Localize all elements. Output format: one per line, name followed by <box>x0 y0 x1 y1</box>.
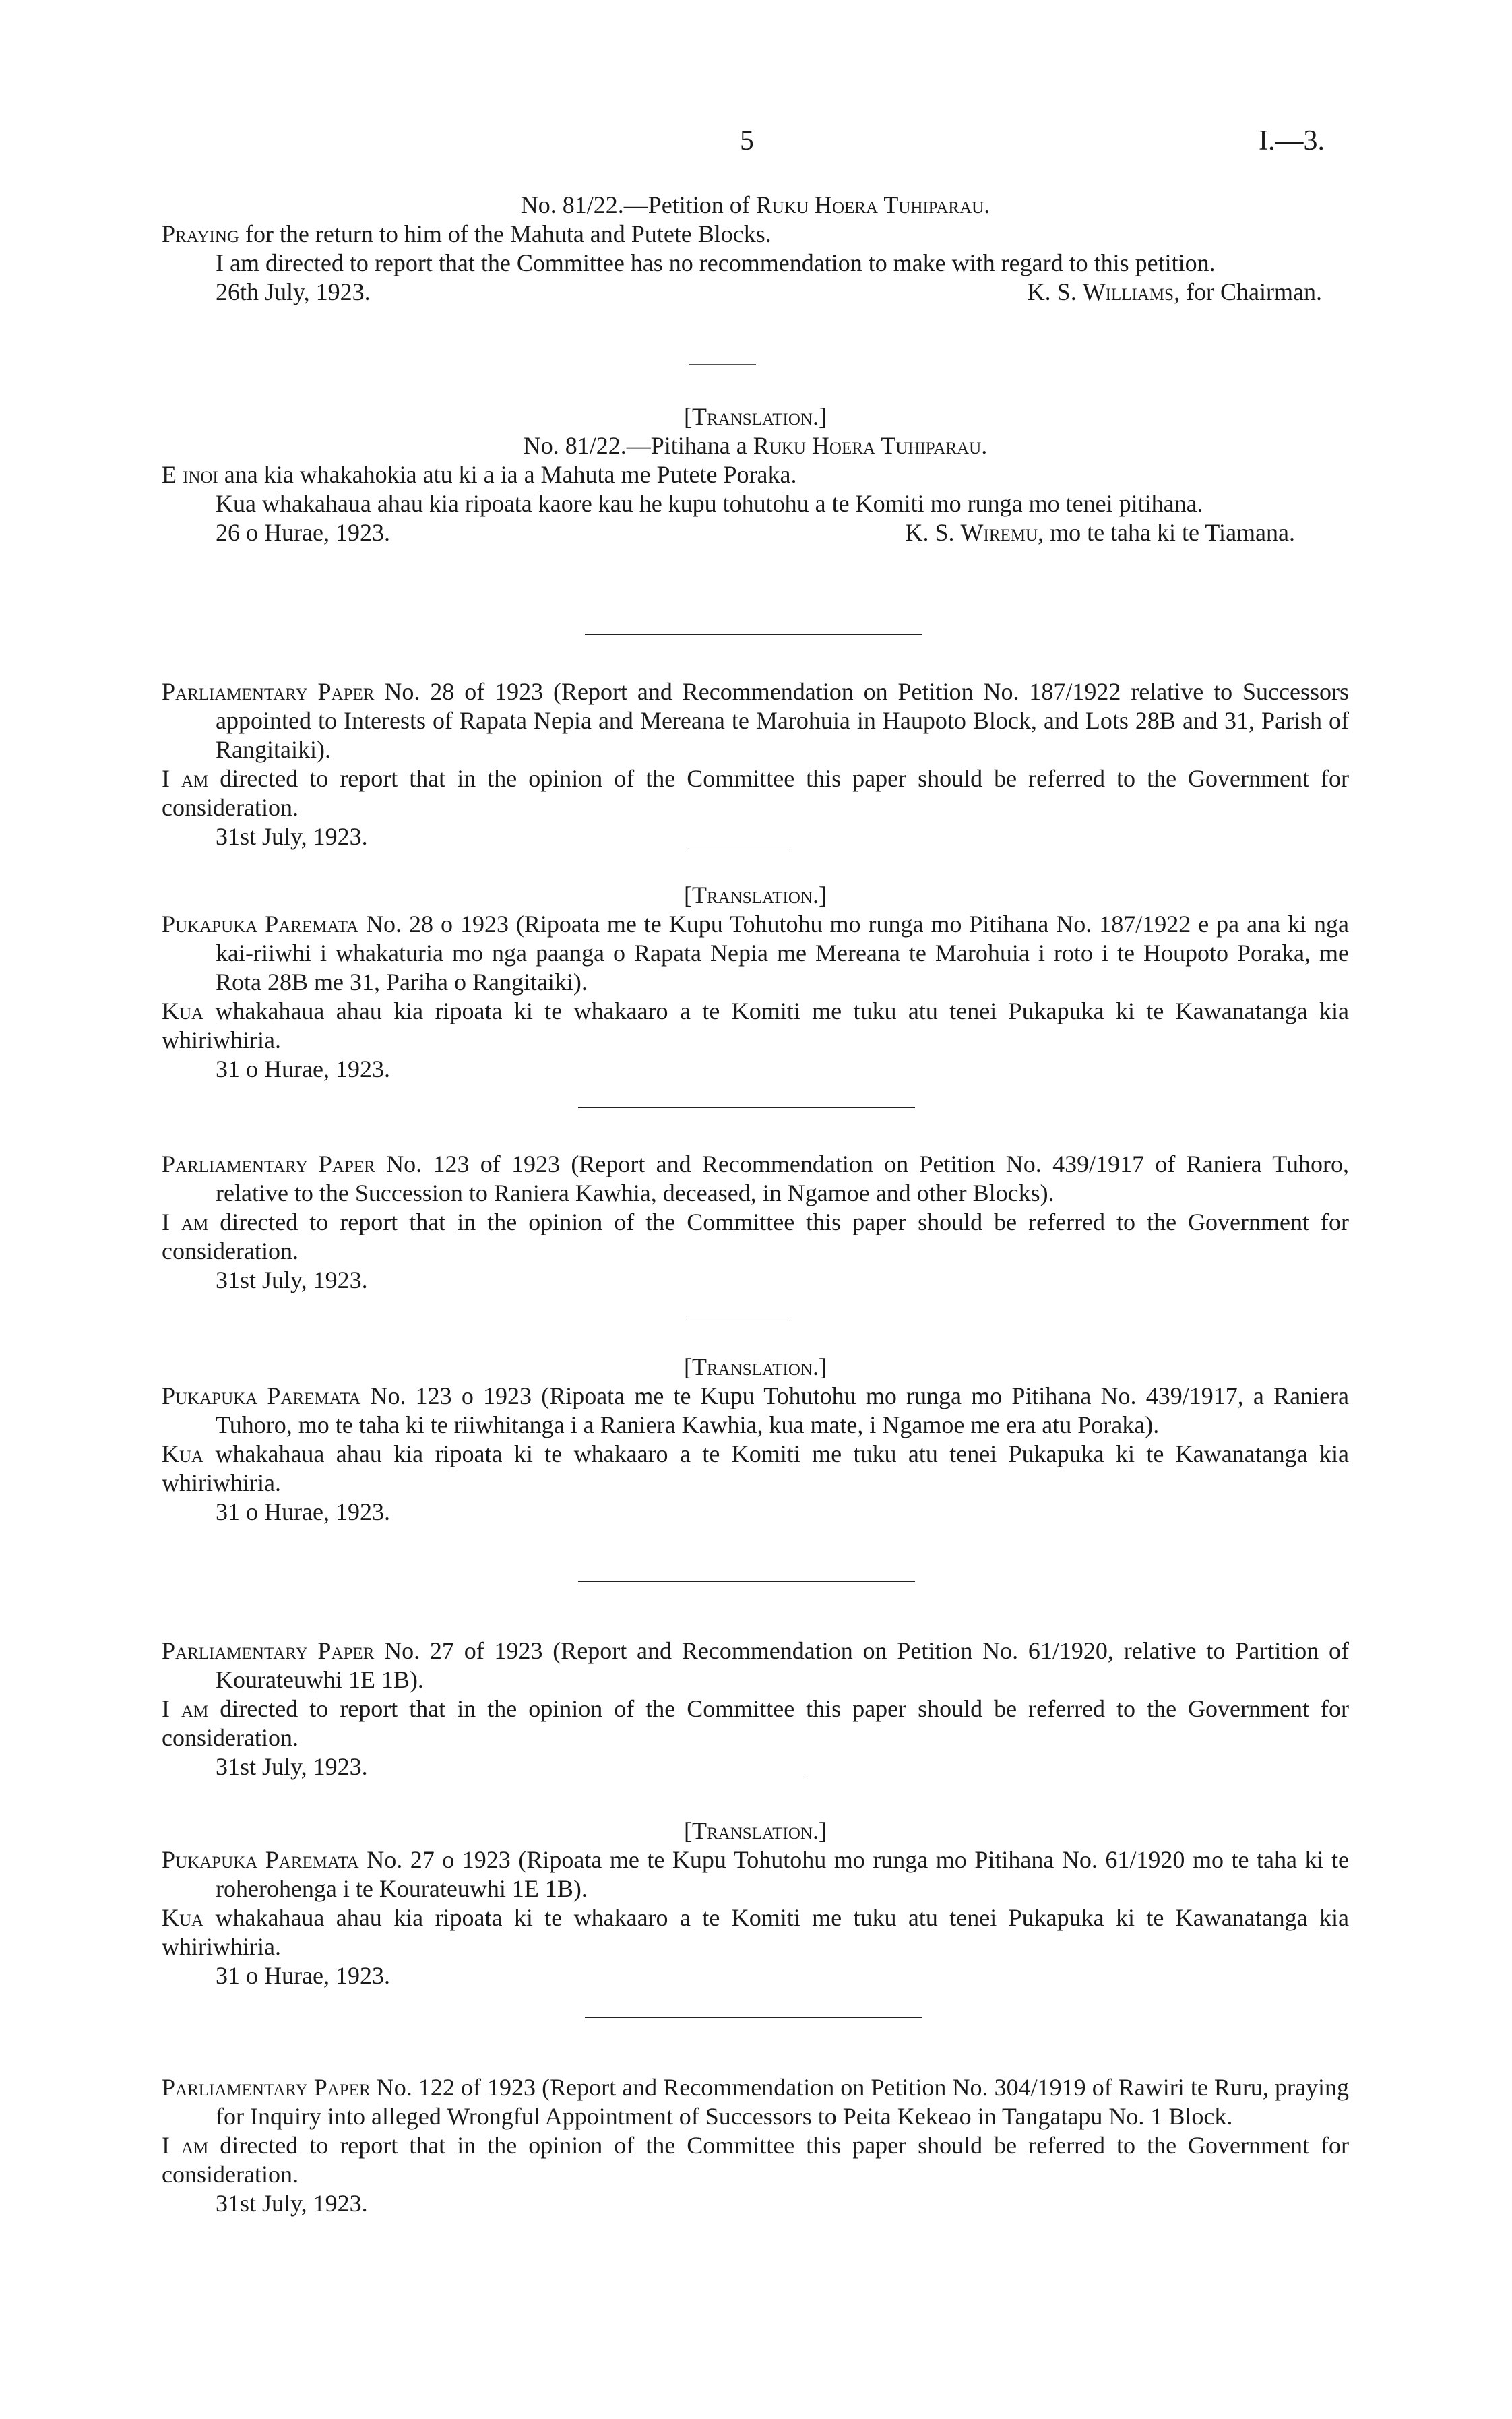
paper-report-text: I am directed to report that in the opinion of the Committee this paper should be referred to the Government for consideration. <box>162 1208 1349 1264</box>
paper-heading: Parliamentary Paper No. 123 of 1923 (Report and Recommendation on Petition No. 439/1917 of Raniera Tuhoro, relative to the Succession to Raniera Kawhia, deceased, in Ngamoe and other Blocks). <box>162 1151 1349 1206</box>
paper-date: 31st July, 1923. <box>216 1266 368 1293</box>
paper-heading: Parliamentary Paper No. 27 of 1923 (Report and Recommendation on Petition No. 61/1920, relative to Partition of Kourateuwhi 1E 1B). <box>162 1637 1349 1693</box>
document-reference: I.—3. <box>1259 125 1325 156</box>
translation-heading: [Translation.] <box>684 1353 827 1380</box>
translated-report-text: Kua whakahaua ahau kia ripoata ki te whakaaro a te Komiti me tuku atu tenei Pukapuka ki te Kawanatanga kia whiriwhiria. <box>162 1440 1349 1496</box>
petition-signature-row <box>162 278 1349 307</box>
translation-date: 26 o Hurae, 1923. <box>216 519 390 546</box>
translated-date: 31 o Hurae, 1923. <box>216 1498 390 1525</box>
section-divider <box>578 1107 915 1108</box>
petition-translation-section <box>162 402 1349 547</box>
petition-section <box>162 191 1349 307</box>
paper-date: 31st July, 1923. <box>216 2190 368 2217</box>
translation-petition-heading: No. 81/22.—Pitihana a Ruku Hoera Tuhiparau. <box>523 432 988 459</box>
translation-heading: [Translation.] <box>684 882 827 909</box>
translation-praying: E inoi ana kia whakahokia atu ki a ia a Mahuta me Putete Poraka. <box>162 461 797 488</box>
section-divider <box>585 634 922 635</box>
paper-122-section <box>162 2073 1349 2218</box>
petition-praying: Praying for the return to him of the Mahuta and Putete Blocks. <box>162 220 771 247</box>
translated-report-text: Kua whakahaua ahau kia ripoata ki te whakaaro a te Komiti me tuku atu tenei Pukapuka ki te Kawanatanga kia whiriwhiria. <box>162 1904 1349 1960</box>
paper-date: 31st July, 1923. <box>216 1753 368 1780</box>
paper-date: 31st July, 1923. <box>216 823 368 850</box>
paper-report-text: I am directed to report that in the opinion of the Committee this paper should be referred to the Government for consideration. <box>162 1695 1349 1751</box>
translated-date: 31 o Hurae, 1923. <box>216 1055 390 1082</box>
translated-paper-heading: Pukapuka Paremata No. 28 o 1923 (Ripoata me te Kupu Tohutohu mo runga mo Pitihana No. 187/1922 e pa ana ki nga kai-riiwhi i whakaturia mo nga paanga o Rapata Nepia me Mereana te Marohuia i roto i te Houpoto Poraka, me Rota 28B me 31, Pariha o Rangitaiki). <box>162 911 1349 996</box>
petition-report-text: I am directed to report that the Committee has no recommendation to make with regard to this petition. <box>216 249 1216 276</box>
petition-signature: K. S. Williams, for Chairman. <box>1027 278 1322 305</box>
translation-heading: [Translation.] <box>684 1817 827 1844</box>
paper-123-section <box>162 1150 1349 1295</box>
paper-report-text: I am directed to report that in the opinion of the Committee this paper should be referred to the Government for consideration. <box>162 765 1349 821</box>
page-number: 5 <box>740 125 754 156</box>
translated-paper-heading: Pukapuka Paremata No. 27 o 1923 (Ripoata me te Kupu Tohutohu mo runga mo Pitihana No. 61/1920 mo te taha ki te roherohenga i te Kourateuwhi 1E 1B). <box>162 1846 1350 1902</box>
translation-report-text: Kua whakahaua ahau kia ripoata kaore kau he kupu tohutohu a te Komiti mo runga mo tenei pitihana. <box>216 490 1203 517</box>
paper-28-translation <box>162 881 1349 1084</box>
paper-27-section <box>162 1636 1349 1781</box>
translation-signature-row <box>162 518 1349 547</box>
paper-27-translation <box>162 1816 1349 1990</box>
petition-date: 26th July, 1923. <box>216 278 371 305</box>
paper-28-section <box>162 677 1349 851</box>
paper-report-text: I am directed to report that in the opinion of the Committee this paper should be referred to the Government for consideration. <box>162 2132 1349 2188</box>
section-divider <box>578 1581 915 1582</box>
paper-heading: Parliamentary Paper No. 28 of 1923 (Report and Recommendation on Petition No. 187/1922 relative to Successors appointed to Interests of Rapata Nepia and Mereana te Marohuia in Haupoto Block, and Lots 28B and 31, Parish of Rangitaiki). <box>162 678 1349 763</box>
translated-report-text: Kua whakahaua ahau kia ripoata ki te whakaaro a te Komiti me tuku atu tenei Pukapuka ki te Kawanatanga kia whiriwhiria. <box>162 998 1349 1053</box>
translation-signature: K. S. Wiremu, mo te taha ki te Tiamana. <box>905 519 1295 546</box>
paper-heading: Parliamentary Paper No. 122 of 1923 (Report and Recommendation on Petition No. 304/1919 of Rawiri te Ruru, praying for Inquiry into alleged Wrongful Appointment of Successors to Peita Kekeao in Tangatapu No. 1 Block. <box>162 2074 1349 2130</box>
translation-heading: [Translation.] <box>684 403 827 430</box>
section-divider <box>689 364 756 365</box>
section-divider <box>585 2017 922 2018</box>
translated-date: 31 o Hurae, 1923. <box>216 1962 390 1989</box>
translated-paper-heading: Pukapuka Paremata No. 123 o 1923 (Ripoata me te Kupu Tohutohu mo runga mo Pitihana No. 439/1917, a Raniera Tuhoro, mo te taha ki te riiwhitanga i a Raniera Kawhia, kua mate, i Ngamoe me era atu Poraka). <box>162 1382 1349 1438</box>
petition-heading: No. 81/22.—Petition of Ruku Hoera Tuhiparau. <box>520 191 990 218</box>
paper-123-translation <box>162 1353 1349 1527</box>
